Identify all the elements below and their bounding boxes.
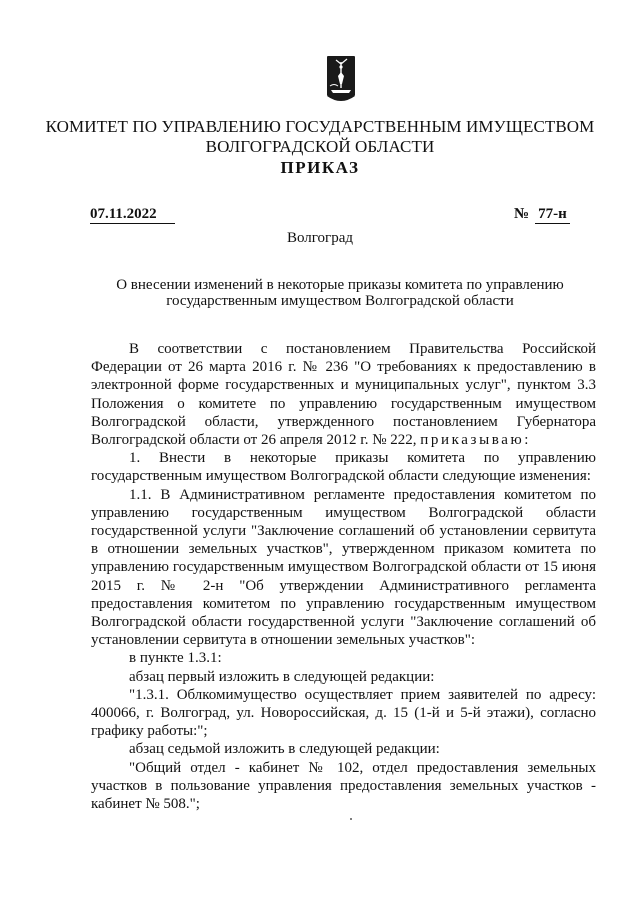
paragraph-clause-1-3-1: в пункте 1.3.1: [129, 650, 222, 667]
order-directive: приказываю: [420, 432, 532, 449]
document-type: ПРИКАЗ [280, 158, 360, 177]
order-date-value: 07.11.2022 [90, 206, 175, 224]
order-date [90, 206, 175, 224]
scan-speck [350, 818, 352, 820]
order-body [91, 340, 596, 813]
paragraph-preamble [91, 340, 596, 449]
preamble-text: В соответствии с постановлением Правительства Российской Федерации от 26 марта 2016 г. № 236 "О требованиях к предоставлению в электронной форме государственных и муниципальных услуг", пунктом 3.3 Положения о комитете по управлению государственным имуществом Волгоградской области, утвержденного постановлением Губернатора Волгоградской области от 26 апреля 2012 г. № 222, [91, 341, 596, 449]
order-title: О внесении изменений в некоторые приказы комитета по управлению государственным имуществом Волгоградской области [116, 277, 564, 309]
committee-name-line1: КОМИТЕТ ПО УПРАВЛЕНИЮ ГОСУДАРСТВЕННЫМ ИМУЩЕСТВОМ [45, 117, 595, 136]
coat-of-arms-icon [326, 54, 356, 104]
paragraph-new-text-2: "Общий отдел - кабинет № 102, отдел предоставления земельных участков в пользование управления предоставления земельных участков - кабинет № 508."; [91, 759, 596, 813]
paragraph-seventh-abstract: абзац седьмой изложить в следующей редакции: [129, 741, 440, 758]
order-number-label: № [514, 206, 530, 222]
paragraph-first-abstract: абзац первый изложить в следующей редакции: [129, 668, 435, 685]
order-number [514, 206, 570, 224]
order-city: Волгоград [286, 230, 353, 246]
order-number-value: 77-н [535, 206, 570, 224]
paragraph-item-1: 1. Внести в некоторые приказы комитета по управлению государственным имуществом Волгоградской области следующие изменения: [91, 450, 596, 485]
committee-name-line2: ВОЛГОГРАДСКОЙ ОБЛАСТИ [205, 137, 435, 156]
paragraph-item-1-1: 1.1. В Административном регламенте предоставления комитетом по управлению государственным имуществом Волгоградской области государственной услуги "Заключение соглашений об установлении сервитута в отношении земельных участков", утвержденном приказом комитета по управлению государственным имуществом Волгоградской области от 15 июня 2015 г. № 2-н "Об утверждении Административного регламента предоставления комитетом по управлению государственным имуществом Волгоградской области государственной услуги "Заключение соглашений об установлении сервитута в отношении земельных участков": [91, 486, 596, 649]
paragraph-new-text-1: "1.3.1. Облкомимущество осуществляет прием заявителей по адресу: 400066, г. Волгоград, ул. Новороссийская, д. 15 (1-й и 5-й этажи), согласно графику работы:"; [91, 686, 596, 740]
